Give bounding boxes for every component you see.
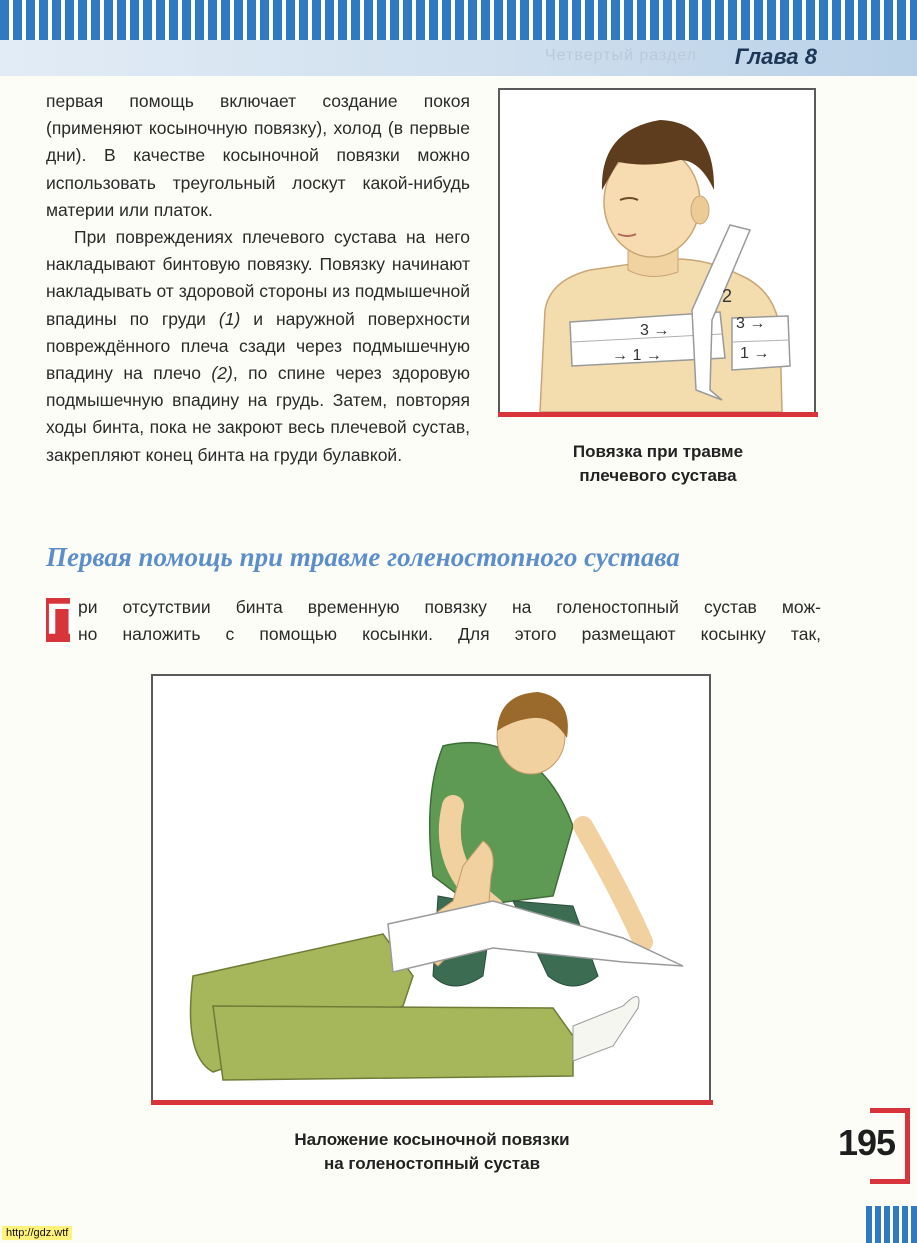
- bottom-stripe-decoration: [866, 1206, 917, 1243]
- label-1-right: 1 →: [740, 345, 770, 362]
- paragraph-2-part-a: При повреждениях плечевого сустава на него накладывают бинтовую повязку. Повязку начинают накладывать от здоровой стороны из подмышечной впадины по груди: [46, 227, 470, 329]
- figure-2-caption: [151, 1128, 713, 1176]
- figure-1-caption-line-2: плечевого сустава: [579, 466, 737, 485]
- section-line-2: но наложить с помощью косынки. Для этого размещают косынку так,: [78, 624, 821, 644]
- paragraph-2-part-b: и наружной поверхности повреждённого плеча сзади через подмышечную впадину на плечо: [46, 308, 471, 384]
- figure-2-rule: [151, 1100, 713, 1105]
- label-3-left: 3 →: [640, 322, 670, 339]
- section-line-1: ри отсутствии бинта временную повязку на голеностопный сустав мож-: [78, 597, 821, 617]
- chapter-label: Глава 8: [734, 44, 817, 69]
- label-3-right: 3 →: [736, 315, 766, 332]
- left-text-column: [46, 88, 470, 469]
- ankle-bandage-illustration: [151, 674, 711, 1102]
- label-2: 2: [722, 286, 733, 306]
- figure-1-caption-line-1: Повязка при травме: [572, 442, 744, 461]
- top-stripe-decoration: [0, 0, 917, 40]
- paragraph-2: [46, 224, 470, 469]
- section-title: Первая помощь при травме голеностопного сустава: [46, 542, 680, 572]
- running-head: Четвертый раздел: [545, 47, 697, 64]
- reference-2: (2): [211, 363, 233, 384]
- paragraph-2-part-c: , по спине через здоровую подмышечную впадину на грудь. Затем, повторяя ходы бинта, пока не закроют весь плечевой сустав, закрепляют конец бинта на груди булавкой.: [46, 363, 470, 465]
- reference-1: (1): [218, 308, 241, 329]
- label-1-left: → 1 →: [612, 347, 662, 364]
- section-paragraph: [46, 594, 821, 648]
- figure-1-rule: [498, 412, 818, 417]
- paragraph-1: первая помощь включает создание покоя (применяют косыночную повязку), холод (в первые дни). В качестве косыночной повязки можно использовать треугольный лоскут какой-нибудь материи или платок.: [46, 91, 470, 220]
- drop-cap: П: [46, 595, 78, 644]
- figure-2-caption-line-2: на голеностопный сустав: [323, 1154, 541, 1173]
- figure-2-caption-line-1: Наложение косыночной повязки: [294, 1130, 570, 1149]
- watermark-link[interactable]: http://gdz.wtf: [2, 1226, 72, 1240]
- shoulder-bandage-illustration: [498, 88, 816, 414]
- figure-1-caption: [498, 440, 818, 488]
- page-number: 195: [838, 1122, 896, 1163]
